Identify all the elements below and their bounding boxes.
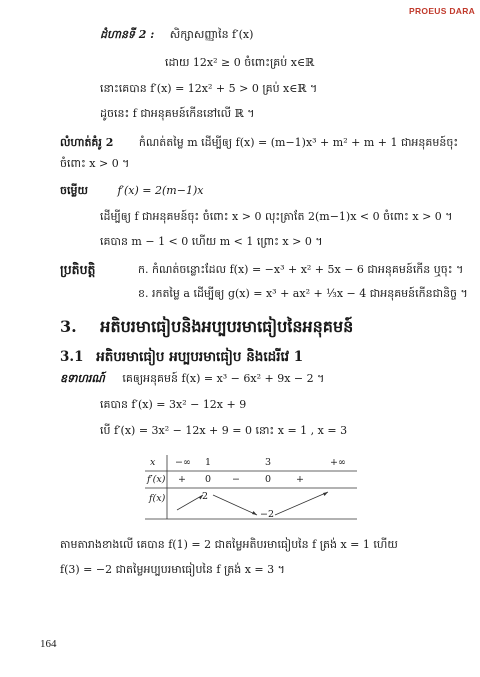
practice-a: ក. កំណត់ចន្លោះដែល f(x) = −x³ + x² + 5x − 6 ជាអនុគមន៍កើន ឬចុះ ។ xyxy=(138,263,464,276)
subsection-31-number: 3.1 xyxy=(60,349,84,365)
table-f-max: 2 xyxy=(202,491,209,502)
brand-header: PROEUS DARA xyxy=(409,6,476,16)
example-2-label: លំហាត់គំរូ 2 xyxy=(60,136,114,149)
table-fprime-header: f′(x) xyxy=(147,474,166,485)
example-2-text-cont: ចំពោះ x > 0 ។ xyxy=(60,157,130,170)
table-x-plus-inf: +∞ xyxy=(330,457,346,468)
table-fprime-sign-2: − xyxy=(232,474,240,485)
line-roots: បើ f′(x) = 3x² − 12x + 9 = 0 នោះ x = 1 , x = 3 xyxy=(100,424,348,437)
example-text: គេឲ្យអនុគមន៍ f(x) = x³ − 6x² + 9x − 2 ។ xyxy=(122,372,325,385)
table-fprime-sign-1: + xyxy=(178,474,186,485)
answer-derivative: f′(x) = 2(m−1)x xyxy=(117,184,204,197)
line-conclusion-1: ដូចនេះ f ជាអនុគមន៍កើននៅលើ ℝ ។ xyxy=(100,107,255,120)
table-f-min: −2 xyxy=(260,509,275,520)
practice-b: ខ. រកតម្លៃ a ដើម្បីឲ្យ g(x) = x³ + ax² + ⅓x − 4 ជាអនុគមន៍កើនជានិច្ច ។ xyxy=(138,287,468,300)
answer-label: ចម្លើយ xyxy=(60,184,88,197)
table-x-header: x xyxy=(150,457,156,468)
line-derivative: នោះគេបាន f′(x) = 12x² + 5 > 0 គ្រប់ x∈ℝ ។ xyxy=(100,82,318,95)
example-label: ឧទាហរណ៍ xyxy=(60,372,105,385)
table-x-1: 1 xyxy=(205,457,212,468)
table-x-minus-inf: −∞ xyxy=(175,457,191,468)
line-m-result: គេបាន m − 1 < 0 ហើយ m < 1 ព្រោះ x > 0 ។ xyxy=(100,235,323,248)
step-label: ដំហានទី 2 : xyxy=(100,28,155,41)
conclusion-line-2: f(3) = −2 ជាតម្លៃអប្បបរមាធៀបនៃ f ត្រង់ x = 3 ។ xyxy=(60,563,285,576)
line-fprime: គេបាន f′(x) = 3x² − 12x + 9 xyxy=(100,398,247,411)
practice-label: ប្រតិបត្តិ xyxy=(60,262,96,277)
table-fprime-zero-1: 0 xyxy=(205,474,212,485)
subsection-31-title: អតិបរមាធៀប អប្បបរមាធៀប និងដេរីវេ 1 xyxy=(96,349,304,365)
section-3-number: 3. xyxy=(60,317,77,336)
line-decreasing-condition: ដើម្បីឲ្យ f ជាអនុគមន៍ចុះ ចំពោះ x > 0 លុះត្រាតែ 2(m−1)x < 0 ចំពោះ x > 0 ។ xyxy=(100,210,453,223)
conclusion-line-1: តាមតារាងខាងលើ គេបាន f(1) = 2 ជាតម្លៃអតិបរមាធៀបនៃ f ត្រង់ x = 1 ហើយ xyxy=(60,538,398,551)
line-since: ដោយ 12x² ≥ 0 ចំពោះគ្រប់ x∈ℝ xyxy=(165,56,315,69)
table-fprime-sign-3: + xyxy=(296,474,304,485)
example-2-text: កំណត់តម្លៃ m ដើម្បីឲ្យ f(x) = (m−1)x³ + m² + m + 1 ជាអនុគមន៍ចុះ xyxy=(138,136,459,149)
table-fprime-zero-2: 0 xyxy=(265,474,272,485)
page-number: 164 xyxy=(40,638,57,650)
table-f-header: f(x) xyxy=(149,493,166,504)
table-x-3: 3 xyxy=(265,457,272,468)
section-3-title: អតិបរមាធៀបនិងអប្បបរមាធៀបនៃអនុគមន៍ xyxy=(100,317,354,336)
step-text: សិក្សាសញ្ញានៃ f′(x) xyxy=(169,28,254,41)
